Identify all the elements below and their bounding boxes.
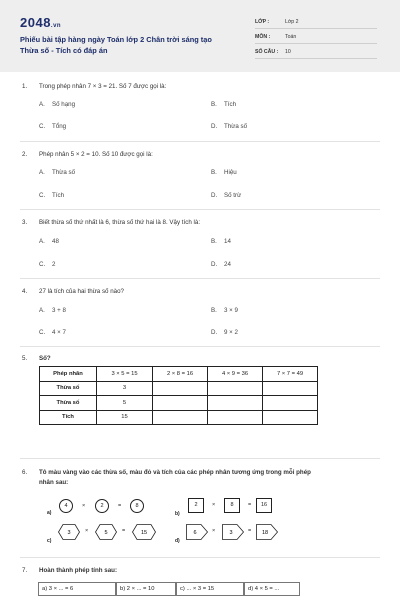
divider [20, 209, 380, 210]
question-5: 5. Số? [22, 355, 51, 362]
question-3: 3. Biết thừa số thứ nhất là 6, thừa số thứ hai là 8. Vậy tích là: [22, 219, 201, 226]
q6d-product[interactable] [256, 524, 278, 540]
q6b-factor-2[interactable]: 8 [224, 498, 240, 513]
answer-cell[interactable] [263, 381, 318, 396]
divider [20, 458, 380, 459]
worksheet-title: Phiếu bài tập hàng ngày Toán lớp 2 Chân trời sáng tạo Thừa số - Tích có đáp án [20, 35, 212, 55]
q6c-factor-1[interactable] [58, 524, 80, 540]
worksheet-meta [255, 14, 377, 59]
q7-item-a[interactable]: a) 3 × ... = 6 [38, 582, 116, 596]
q6b-label: b) [175, 511, 180, 517]
table-cell: Tích [40, 410, 97, 425]
table-cell: 3 [97, 381, 153, 396]
q6c-product[interactable] [132, 524, 156, 540]
q2-option-d[interactable]: D. Số trừ [211, 192, 242, 199]
divider [20, 557, 380, 558]
q6d-factor-1[interactable] [186, 524, 208, 540]
equals-sign: = [248, 528, 252, 534]
pentagon-value: 18 [261, 530, 269, 536]
equals-sign: = [248, 502, 252, 508]
question-1: 1. Trong phép nhân 7 × 3 = 21. Số 7 được gọi là: [22, 83, 167, 90]
table-cell: 4 × 9 = 36 [208, 367, 263, 382]
q1-option-d[interactable]: D. Thừa số [211, 123, 248, 130]
q6c-factor-2[interactable] [95, 524, 117, 540]
pentagon-value: 3 [229, 530, 233, 536]
table-cell: Thừa số [40, 396, 97, 411]
answer-cell[interactable] [153, 396, 208, 411]
divider [20, 346, 380, 347]
times-sign: × [82, 503, 86, 509]
q6b-product[interactable]: 16 [256, 498, 272, 513]
meta-subject: MÔN : Toán [255, 29, 377, 44]
answer-cell[interactable] [208, 396, 263, 411]
times-sign: × [212, 528, 216, 534]
question-6: 6. Tô màu vàng vào các thừa số, màu đỏ và tích của các phép nhân tương ứng trong mỗi phép nhân sau: [22, 469, 311, 486]
question-2: 2. Phép nhân 5 × 2 = 10. Số 10 được gọi là: [22, 151, 153, 158]
table-cell: Phép nhân [40, 367, 97, 382]
q7-item-d[interactable]: d) 4 × 5 = ... [244, 582, 300, 596]
answer-cell[interactable] [263, 396, 318, 411]
q3-option-a[interactable]: A. 48 [39, 238, 59, 245]
q3-option-c[interactable]: C. 2 [39, 261, 56, 268]
q6c-label: c) [47, 538, 52, 544]
answer-cell[interactable] [153, 381, 208, 396]
answer-cell[interactable] [208, 381, 263, 396]
q1-option-b[interactable]: B. Tích [211, 101, 237, 108]
q4-option-c[interactable]: C. 4 × 7 [39, 329, 66, 336]
table-row [40, 381, 318, 396]
q5-table [39, 366, 318, 425]
divider [20, 278, 380, 279]
q7-item-c[interactable]: c) ... × 3 = 15 [176, 582, 244, 596]
meta-class: LỚP : Lớp 2 [255, 14, 377, 29]
answer-cell[interactable] [263, 410, 318, 425]
equals-sign: = [118, 503, 122, 509]
q4-option-b[interactable]: B. 3 × 9 [211, 307, 238, 314]
q6d-factor-2[interactable] [222, 524, 244, 540]
q3-option-b[interactable]: B. 14 [211, 238, 231, 245]
hex-value: 5 [104, 530, 108, 536]
answer-cell[interactable] [208, 410, 263, 425]
question-7: 7. Hoàn thành phép tính sau: [22, 567, 118, 574]
q6a-factor-1[interactable]: 4 [59, 499, 73, 513]
question-4: 4. 27 là tích của hai thừa số nào? [22, 288, 124, 295]
q7-item-b[interactable]: b) 2 × ... = 10 [116, 582, 176, 596]
table-row [40, 367, 318, 382]
table-cell: 2 × 8 = 16 [153, 367, 208, 382]
table-cell: Thừa số [40, 381, 97, 396]
table-cell: 7 × 7 = 49 [263, 367, 318, 382]
q4-option-d[interactable]: D. 9 × 2 [211, 329, 238, 336]
hex-value: 15 [140, 530, 148, 536]
table-cell: 3 × 5 = 15 [97, 367, 153, 382]
meta-count: SỐ CÂU : 10 [255, 44, 377, 59]
times-sign: × [85, 528, 89, 534]
q1-option-c[interactable]: C. Tổng [39, 123, 67, 130]
table-row [40, 410, 318, 425]
q2-option-b[interactable]: B. Hiệu [211, 169, 237, 176]
site-logo[interactable]: 2048.vn [20, 15, 62, 30]
hex-value: 3 [67, 530, 71, 536]
q2-option-c[interactable]: C. Tích [39, 192, 65, 199]
worksheet-header [0, 0, 400, 72]
times-sign: × [212, 502, 216, 508]
pentagon-value: 6 [193, 530, 197, 536]
q6d-label: d) [175, 538, 180, 544]
q6a-label: a) [47, 510, 52, 516]
q4-option-a[interactable]: A. 3 + 8 [39, 307, 66, 314]
divider [20, 141, 380, 142]
equals-sign: = [122, 528, 126, 534]
q2-option-a[interactable]: A. Thừa số [39, 169, 76, 176]
table-cell: 5 [97, 396, 153, 411]
q6b-factor-1[interactable]: 2 [188, 498, 204, 513]
table-cell: 15 [97, 410, 153, 425]
answer-cell[interactable] [153, 410, 208, 425]
q6a-factor-2[interactable]: 2 [95, 499, 109, 513]
q1-option-a[interactable]: A. Số hạng [39, 101, 76, 108]
q3-option-d[interactable]: D. 24 [211, 261, 231, 268]
table-row [40, 396, 318, 411]
q6a-product[interactable]: 8 [130, 499, 144, 513]
